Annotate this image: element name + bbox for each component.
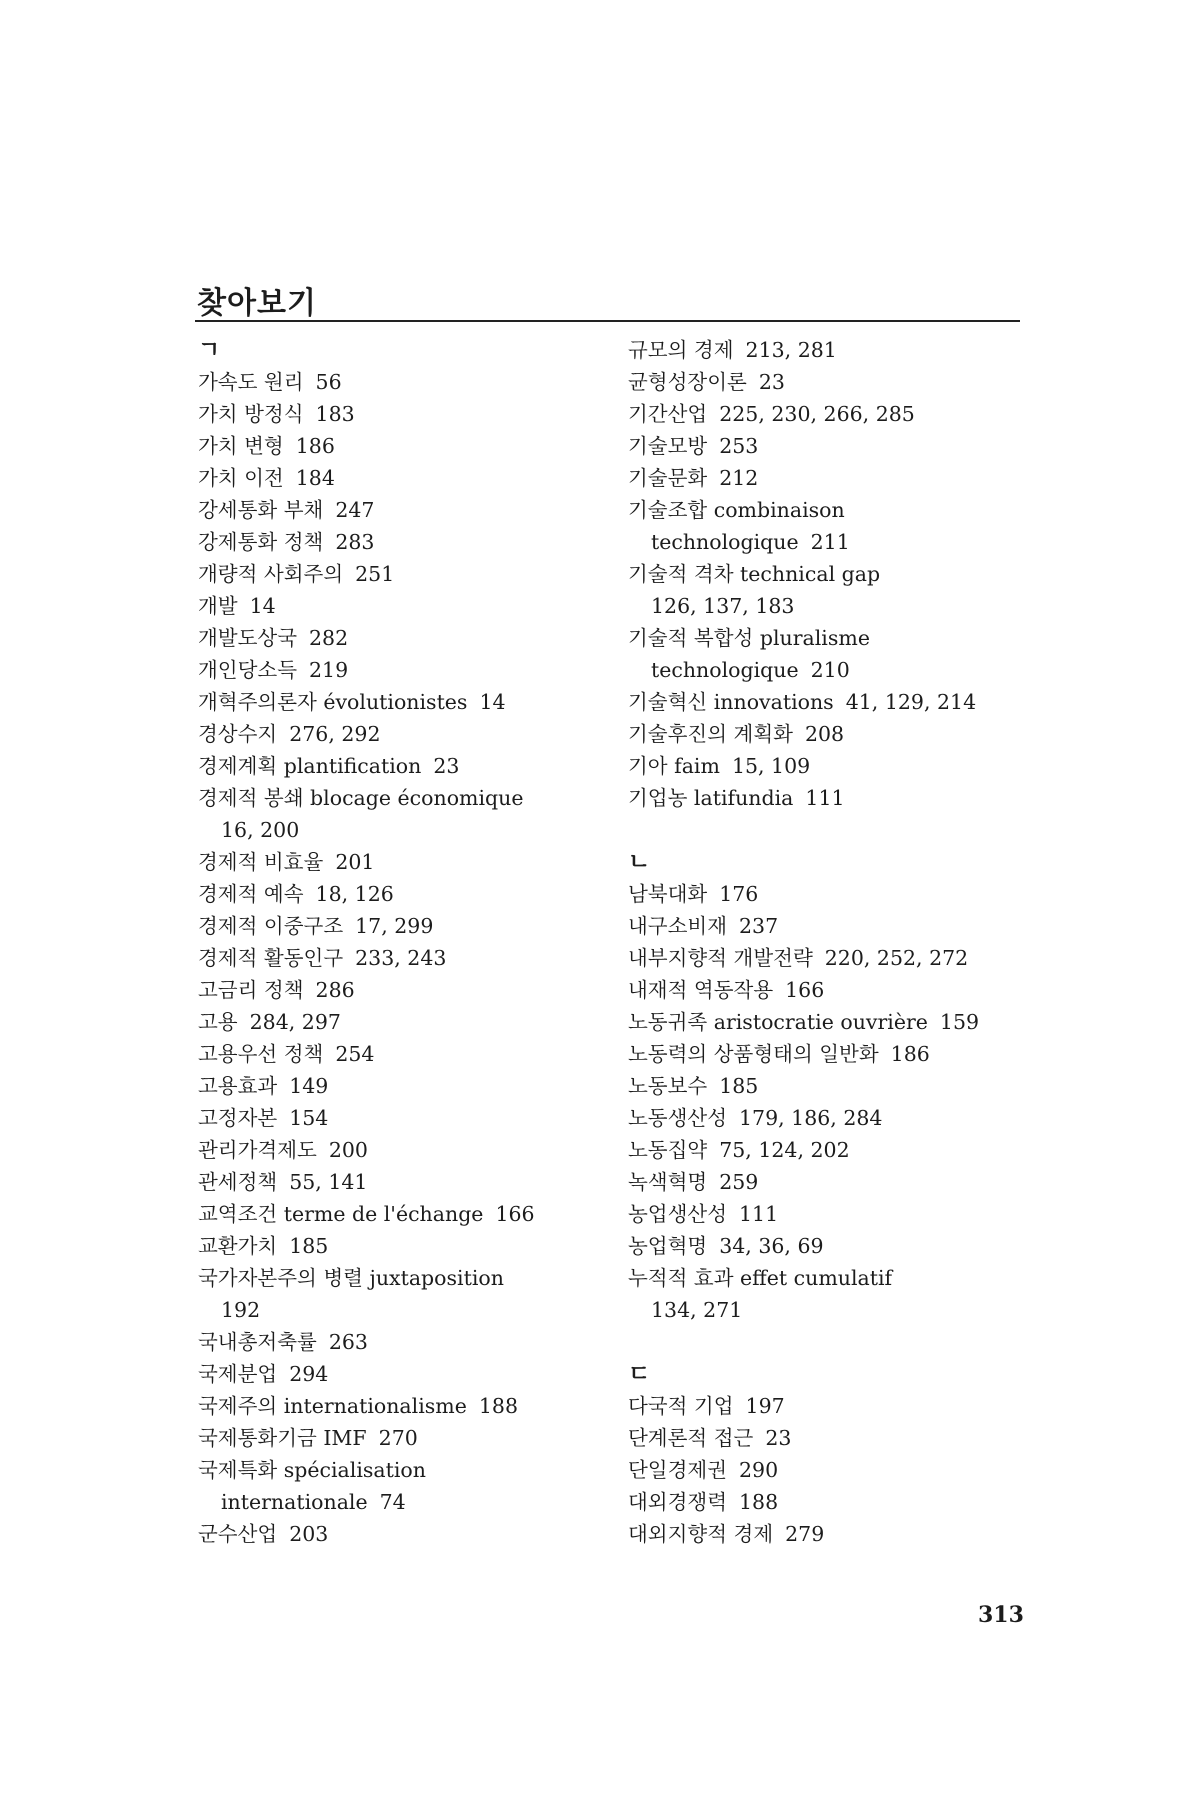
index-term: 기술혁신 innovations [628,690,834,714]
index-pages: 23 [758,370,785,394]
index-pages: 23 [433,754,460,778]
index-entry [198,558,618,590]
index-pages: 179, 186, 284 [739,1106,883,1130]
index-entry-continuation [628,1294,1028,1326]
index-term: 단계론적 접근 [628,1426,754,1450]
index-term: 군수산업 [198,1522,278,1546]
index-entry [628,1390,1028,1422]
index-pages: 192 [221,1298,261,1322]
index-entry [628,750,1028,782]
index-pages: 23 [765,1426,792,1450]
index-entry-continuation [628,590,1028,622]
index-pages: 16, 200 [221,818,300,842]
index-pages: 176 [719,882,759,906]
index-pages: 208 [804,722,845,746]
index-pages: 251 [355,562,395,586]
index-term: 강세통화 부채 [198,498,324,522]
index-pages: 55, 141 [289,1170,368,1194]
index-entry [628,366,1028,398]
index-term: 관리가격제도 [198,1138,317,1162]
page-title: 찾아보기 [197,286,317,321]
index-pages: 201 [335,850,375,874]
index-term: internationale [221,1490,368,1514]
index-pages: 18, 126 [315,882,394,906]
index-term: 개인당소득 [198,658,298,682]
index-entry [628,1518,1028,1550]
index-term: 기업농 latifundia [628,786,794,810]
index-entry [628,1198,1028,1230]
index-term: 대외지향적 경제 [628,1522,774,1546]
index-term: 고용효과 [198,1074,278,1098]
section-letter: ㄴ [628,849,651,875]
index-pages: 149 [289,1074,329,1098]
index-entry [628,1038,1028,1070]
index-entry [198,622,618,654]
index-entry [198,1422,618,1454]
index-term: 내부지향적 개발전략 [628,946,813,970]
index-entry [198,1230,618,1262]
index-entry [198,462,618,494]
index-entry [628,1166,1028,1198]
index-pages: 185 [719,1074,759,1098]
index-pages: 14 [479,690,506,714]
index-entry [198,1518,618,1550]
index-pages: 225, 230, 266, 285 [719,402,915,426]
index-term: 농업생산성 [628,1202,728,1226]
index-term: 개발도상국 [198,626,298,650]
index-entry [628,1486,1028,1518]
index-term: 노동보수 [628,1074,708,1098]
index-term: 고정자본 [198,1106,278,1130]
index-pages: 154 [289,1106,329,1130]
index-entry [628,878,1028,910]
index-entry [628,910,1028,942]
section-spacer [628,1326,1028,1358]
index-term: 국제분업 [198,1362,278,1386]
index-pages: 263 [328,1330,368,1354]
index-entry [198,942,618,974]
index-term: 교환가치 [198,1234,278,1258]
section-letter: ㄱ [198,337,221,363]
index-entry [628,686,1028,718]
index-entry [198,686,618,718]
index-term: 개량적 사회주의 [198,562,344,586]
index-term: technologique [651,530,799,554]
index-term: 경상수지 [198,722,278,746]
index-pages: 283 [335,530,375,554]
index-term: 경제적 봉쇄 blocage économique [198,786,524,810]
index-pages: 276, 292 [289,722,381,746]
index-term: 노동생산성 [628,1106,728,1130]
index-entry [198,974,618,1006]
index-entry [628,942,1028,974]
index-entry [198,1358,618,1390]
index-term: 고금리 정책 [198,978,304,1002]
index-entry [198,1134,618,1166]
index-pages: 203 [289,1522,329,1546]
index-entry [198,750,618,782]
index-entry [628,1230,1028,1262]
index-entry [628,1262,1028,1294]
index-term: 기간산업 [628,402,708,426]
index-pages: 56 [315,370,342,394]
section-letter: ㄷ [628,1361,651,1387]
index-pages: 134, 271 [651,1298,743,1322]
index-entry [628,1134,1028,1166]
index-entry-continuation [198,814,618,846]
index-term: 기아 faim [628,754,720,778]
index-entry [198,718,618,750]
index-term: 교역조건 terme de l'échange [198,1202,484,1226]
index-entry [198,1198,618,1230]
index-pages: 290 [739,1458,779,1482]
index-entry [628,1422,1028,1454]
index-pages: 212 [719,466,759,490]
index-term: 관세정책 [198,1170,278,1194]
index-term: 가속도 원리 [198,370,304,394]
index-term: 가치 방정식 [198,402,304,426]
index-pages: 284, 297 [249,1010,341,1034]
index-pages: 186 [890,1042,930,1066]
index-term: technologique [651,658,799,682]
index-pages: 211 [810,530,850,554]
index-entry [628,622,1028,654]
index-term: 누적적 효과 effet cumulatif [628,1266,893,1290]
index-term: 내구소비재 [628,914,728,938]
index-entry [198,878,618,910]
header-rule [195,320,1020,322]
index-term: 균형성장이론 [628,370,747,394]
index-entry [198,1326,618,1358]
index-term: 기술적 복합성 pluralisme [628,626,870,650]
index-entry [198,590,618,622]
index-entry [628,398,1028,430]
index-term: 녹색혁명 [628,1170,708,1194]
index-term: 기술모방 [628,434,708,458]
index-term: 고용우선 정책 [198,1042,324,1066]
index-pages: 219 [309,658,349,682]
index-pages: 259 [719,1170,759,1194]
index-term: 기술조합 combinaison [628,498,845,522]
index-term: 대외경쟁력 [628,1490,728,1514]
index-pages: 294 [289,1362,329,1386]
index-pages: 279 [785,1522,825,1546]
index-pages: 74 [379,1490,406,1514]
index-term: 규모의 경제 [628,338,734,362]
index-entry-continuation [198,1294,618,1326]
index-pages: 188 [478,1394,518,1418]
section-spacer [628,814,1028,846]
index-entry-continuation [198,1486,618,1518]
index-pages: 159 [939,1010,980,1034]
index-term: 경제적 비효율 [198,850,324,874]
index-term: 고용 [198,1010,238,1034]
index-entry [628,1454,1028,1486]
index-pages: 183 [315,402,355,426]
index-entry [628,334,1028,366]
index-term: 가치 이전 [198,466,284,490]
index-entry [628,494,1028,526]
index-pages: 210 [810,658,850,682]
index-pages: 17, 299 [355,914,434,938]
index-pages: 185 [289,1234,329,1258]
index-term: 남북대화 [628,882,708,906]
index-term: 단일경제권 [628,1458,728,1482]
index-entry [628,558,1028,590]
index-pages: 184 [295,466,335,490]
index-term: 기술문화 [628,466,708,490]
index-entry [198,1102,618,1134]
index-entry [198,846,618,878]
index-term: 경제적 예속 [198,882,304,906]
index-term: 국내총저축률 [198,1330,317,1354]
index-term: 농업혁명 [628,1234,708,1258]
index-pages: 213, 281 [745,338,837,362]
index-term: 개발 [198,594,238,618]
index-pages: 126, 137, 183 [651,594,795,618]
index-term: 국제통화기금 IMF [198,1426,367,1450]
index-pages: 14 [249,594,276,618]
index-pages: 286 [315,978,355,1002]
index-entry [198,910,618,942]
index-term: 노동집약 [628,1138,708,1162]
index-term: 국제주의 internationalisme [198,1394,467,1418]
index-pages: 166 [495,1202,535,1226]
index-entry [198,494,618,526]
index-pages: 41, 129, 214 [845,690,977,714]
page-number: 313 [978,1602,1024,1628]
index-column-left [198,334,618,1550]
index-term: 국가자본주의 병렬 juxtaposition [198,1266,504,1290]
index-pages: 111 [739,1202,779,1226]
index-pages: 188 [739,1490,779,1514]
index-pages: 253 [719,434,759,458]
index-term: 국제특화 spécialisation [198,1458,426,1482]
index-entry-continuation [628,526,1028,558]
index-entry [198,782,618,814]
index-pages: 282 [309,626,349,650]
index-pages: 186 [295,434,335,458]
index-pages: 75, 124, 202 [719,1138,850,1162]
index-term: 강제통화 정책 [198,530,324,554]
index-pages: 197 [745,1394,785,1418]
index-term: 내재적 역동작용 [628,978,774,1002]
index-entry [198,1454,618,1486]
index-term: 노동귀족 aristocratie ouvrière [628,1010,928,1034]
index-pages: 237 [739,914,779,938]
index-pages: 166 [785,978,825,1002]
index-entry [198,1070,618,1102]
index-entry [198,1038,618,1070]
index-term: 노동력의 상품형태의 일반화 [628,1042,879,1066]
index-column-right [628,334,1028,1550]
index-entry [628,1006,1028,1038]
index-entry [198,1262,618,1294]
index-pages: 270 [378,1426,418,1450]
index-entry [198,1006,618,1038]
index-term: 경제적 활동인구 [198,946,344,970]
index-term: 개혁주의론자 évolutionistes [198,690,468,714]
index-term: 기술후진의 계획화 [628,722,793,746]
index-term: 경제계획 plantification [198,754,422,778]
index-pages: 200 [328,1138,368,1162]
index-entry [628,782,1028,814]
index-entry [628,462,1028,494]
index-entry [628,430,1028,462]
index-entry-continuation [628,654,1028,686]
index-entry [628,1070,1028,1102]
index-pages: 254 [335,1042,375,1066]
index-pages: 34, 36, 69 [719,1234,824,1258]
index-term: 다국적 기업 [628,1394,734,1418]
index-term: 기술적 격차 technical gap [628,562,881,586]
index-entry [628,1102,1028,1134]
index-entry [198,398,618,430]
index-pages: 247 [335,498,375,522]
index-entry [198,1390,618,1422]
index-pages: 111 [805,786,845,810]
index-entry [628,718,1028,750]
index-entry [198,654,618,686]
index-entry [198,526,618,558]
index-entry [628,974,1028,1006]
index-entry [198,366,618,398]
index-entry [198,430,618,462]
index-term: 가치 변형 [198,434,284,458]
index-pages: 233, 243 [355,946,447,970]
index-term: 경제적 이중구조 [198,914,344,938]
index-pages: 220, 252, 272 [824,946,969,970]
index-entry [198,1166,618,1198]
index-pages: 15, 109 [731,754,811,778]
